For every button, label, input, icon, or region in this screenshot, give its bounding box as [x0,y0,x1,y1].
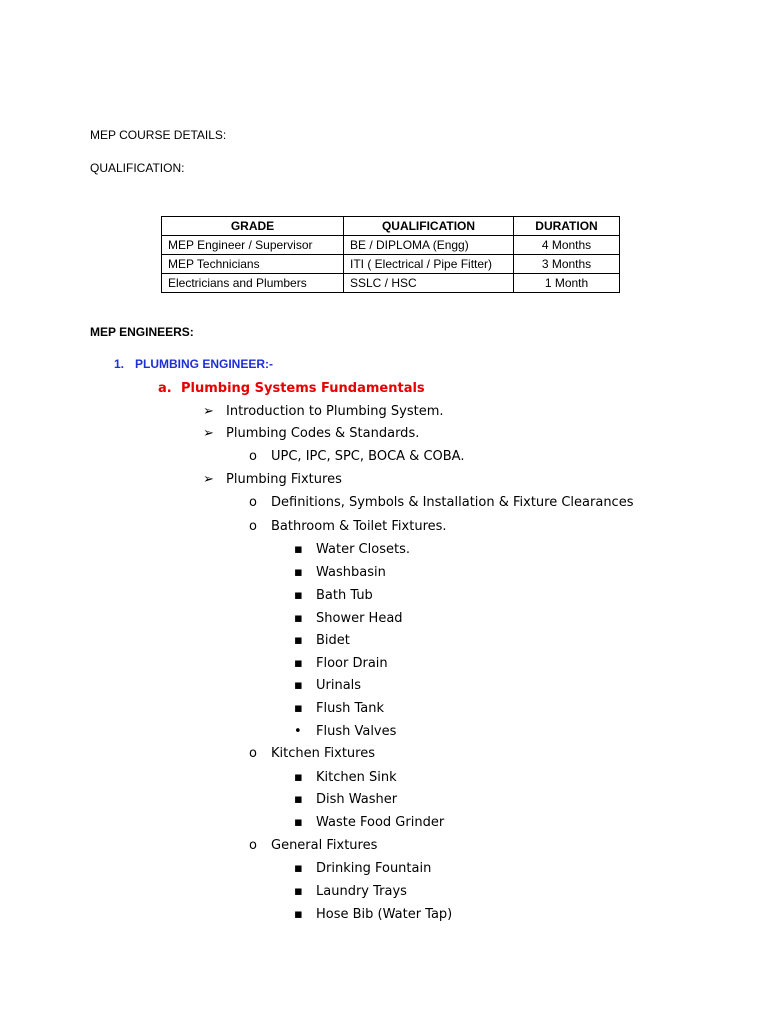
table-row [162,236,620,255]
list-item: Dish Washer [316,792,398,807]
list-item: Flush Tank [316,701,384,716]
plumbing-fundamentals-heading: Plumbing Systems Fundamentals [181,381,425,396]
square-bullet-icon: ▪ [294,792,303,807]
list-item: Laundry Trays [316,884,407,899]
document-title: MEP COURSE DETAILS: [90,128,227,142]
square-bullet-icon: ▪ [294,656,303,671]
circle-bullet-icon: o [249,519,257,534]
list-item: Kitchen Sink [316,770,397,785]
square-bullet-icon: ▪ [294,770,303,785]
table-cell: ITI ( Electrical / Pipe Fitter) [344,255,514,274]
part-letter: a. [158,381,172,396]
square-bullet-icon: ▪ [294,542,303,557]
list-item: Shower Head [316,611,403,626]
square-bullet-icon: ▪ [294,633,303,648]
circle-bullet-icon: o [249,495,257,510]
column-header-qualification: QUALIFICATION [344,217,514,236]
table-cell: MEP Technicians [162,255,344,274]
table-cell: 1 Month [514,274,620,293]
mep-engineers-heading: MEP ENGINEERS: [90,325,194,339]
list-item: Urinals [316,678,362,693]
list-item: Water Closets. [316,542,410,557]
list-item: Floor Drain [316,656,388,671]
square-bullet-icon: ▪ [294,861,303,876]
table-cell: SSLC / HSC [344,274,514,293]
table-cell: BE / DIPLOMA (Engg) [344,236,514,255]
dot-bullet-icon: • [294,724,302,739]
section-number: 1. [114,357,125,371]
circle-bullet-icon: o [249,838,257,853]
square-bullet-icon: ▪ [294,588,303,603]
list-item: Bathroom & Toilet Fixtures. [271,519,447,534]
list-item: Hose Bib (Water Tap) [316,907,453,922]
arrow-bullet-icon: ➢ [203,404,214,419]
list-item: Waste Food Grinder [316,815,445,830]
list-item: General Fixtures [271,838,378,853]
list-item: Plumbing Fixtures [226,472,342,487]
plumbing-engineer-heading: PLUMBING ENGINEER:- [135,357,273,371]
list-item: Bidet [316,633,350,648]
list-item: Bath Tub [316,588,373,603]
circle-bullet-icon: o [249,449,257,464]
square-bullet-icon: ▪ [294,565,303,580]
list-item: Kitchen Fixtures [271,746,375,761]
square-bullet-icon: ▪ [294,701,303,716]
square-bullet-icon: ▪ [294,907,303,922]
table-row [162,274,620,293]
table-cell: MEP Engineer / Supervisor [162,236,344,255]
square-bullet-icon: ▪ [294,611,303,626]
square-bullet-icon: ▪ [294,884,303,899]
arrow-bullet-icon: ➢ [203,426,214,441]
list-item: Flush Valves [316,724,397,739]
list-item: Drinking Fountain [316,861,432,876]
list-item: UPC, IPC, SPC, BOCA & COBA. [271,449,465,464]
table-cell: 4 Months [514,236,620,255]
table-header-row [162,217,620,236]
list-item: Definitions, Symbols & Installation & Fixture Clearances [271,495,634,510]
square-bullet-icon: ▪ [294,815,303,830]
list-item: Plumbing Codes & Standards. [226,426,420,441]
table-row [162,255,620,274]
square-bullet-icon: ▪ [294,678,303,693]
table-cell: 3 Months [514,255,620,274]
list-item: Introduction to Plumbing System. [226,404,444,419]
course-table [161,216,620,293]
column-header-grade: GRADE [162,217,344,236]
list-item: Washbasin [316,565,386,580]
arrow-bullet-icon: ➢ [203,472,214,487]
circle-bullet-icon: o [249,746,257,761]
qualification-heading: QUALIFICATION: [90,161,185,175]
table-cell: Electricians and Plumbers [162,274,344,293]
column-header-duration: DURATION [514,217,620,236]
